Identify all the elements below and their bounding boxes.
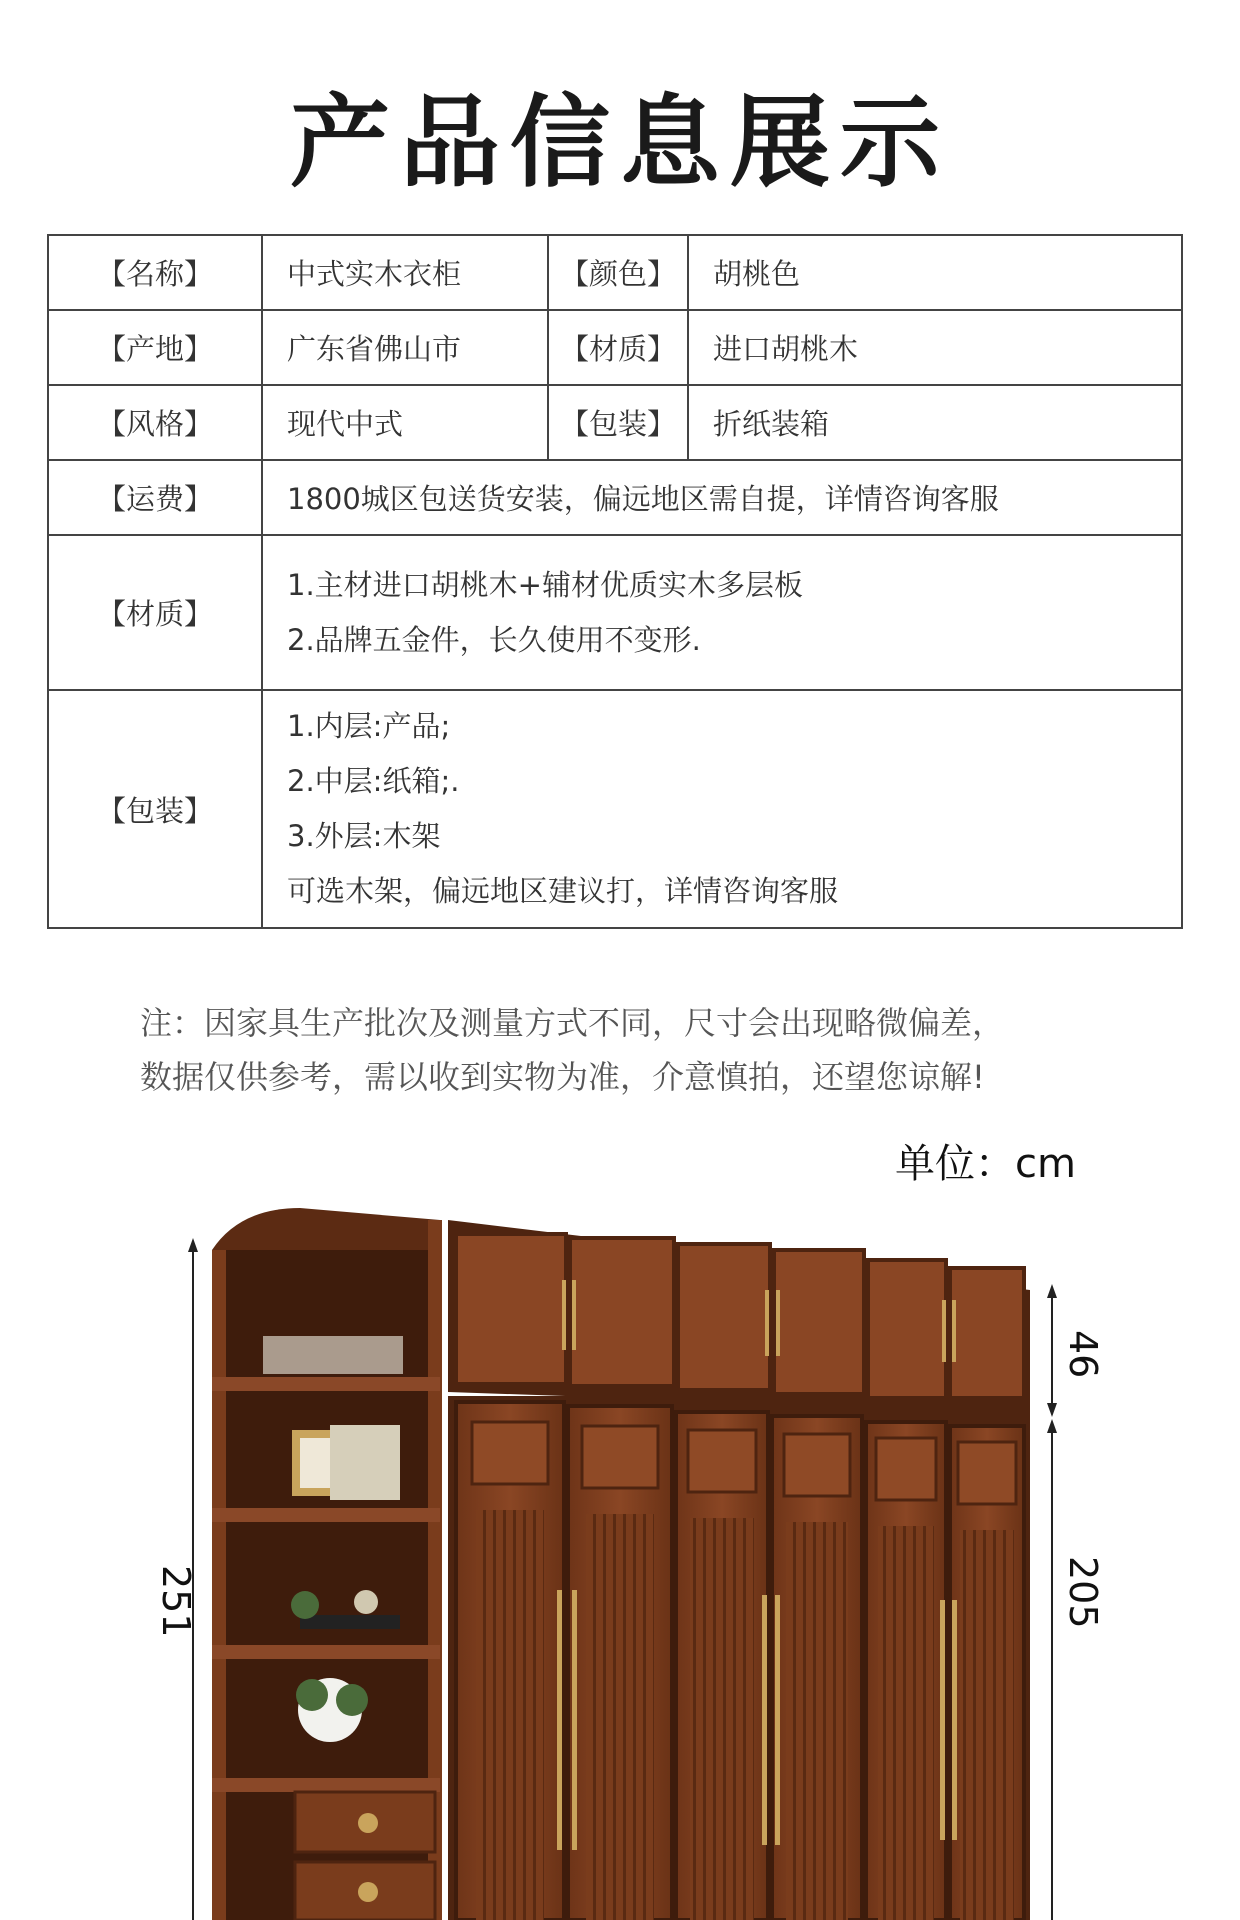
top-cabinet (448, 1220, 1030, 1412)
color-value: 胡桃色 (688, 235, 1182, 310)
material-detail-label: 【材质】 (48, 535, 262, 690)
dimension-bottom-height (1047, 1419, 1105, 1920)
table-row (48, 690, 1182, 928)
dimension-top-height (1047, 1284, 1105, 1417)
shipping-label: 【运费】 (48, 460, 262, 535)
table-row (48, 385, 1182, 460)
total-height-value: 251 (154, 1565, 198, 1638)
material-value: 进口胡桃木 (688, 310, 1182, 385)
shipping-value: 1800城区包送货安装，偏远地区需自提，详情咨询客服 (262, 460, 1182, 535)
disclaimer-note (140, 996, 1140, 1104)
note-line: 数据仅供参考，需以收到实物为准，介意慎拍，还望您谅解! (140, 1058, 985, 1096)
page-title: 产品信息展示 (290, 83, 950, 201)
side-shelf-unit (212, 1208, 442, 1920)
dimension-total-height (154, 1238, 198, 1920)
note-line: 注：因家具生产批次及测量方式不同，尺寸会出现略微偏差， (140, 1004, 1005, 1042)
package-detail-line: 可选木架，偏远地区建议打，详情咨询客服 (287, 874, 839, 908)
material-detail-line: 1.主材进口胡桃木+辅材优质实木多层板 (287, 567, 803, 602)
style-value: 现代中式 (262, 385, 548, 460)
top-height-value: 46 (1061, 1330, 1105, 1379)
package-detail-line: 1.内层:产品; (287, 709, 451, 743)
wardrobe-illustration (0, 1180, 1240, 1920)
material-detail-value (262, 535, 1182, 690)
origin-value: 广东省佛山市 (262, 310, 548, 385)
table-row (48, 460, 1182, 535)
bottom-height-value: 205 (1061, 1556, 1105, 1629)
origin-label: 【产地】 (48, 310, 262, 385)
product-info-table (47, 234, 1183, 929)
package-label: 【包装】 (548, 385, 688, 460)
package-value: 折纸装箱 (688, 385, 1182, 460)
wardrobe-doors (448, 1396, 1030, 1920)
table-row (48, 235, 1182, 310)
material-detail-line: 2.品牌五金件，长久使用不变形. (287, 622, 701, 657)
table-row (48, 535, 1182, 690)
package-detail-line: 2.中层:纸箱;. (287, 764, 460, 798)
package-detail-value (262, 690, 1182, 928)
style-label: 【风格】 (48, 385, 262, 460)
package-detail-label: 【包装】 (48, 690, 262, 928)
material-label: 【材质】 (548, 310, 688, 385)
color-label: 【颜色】 (548, 235, 688, 310)
table-row (48, 310, 1182, 385)
name-value: 中式实木衣柜 (262, 235, 548, 310)
unit-label: 单位：cm (895, 1141, 1076, 1187)
package-detail-line: 3.外层:木架 (287, 819, 441, 853)
name-label: 【名称】 (48, 235, 262, 310)
